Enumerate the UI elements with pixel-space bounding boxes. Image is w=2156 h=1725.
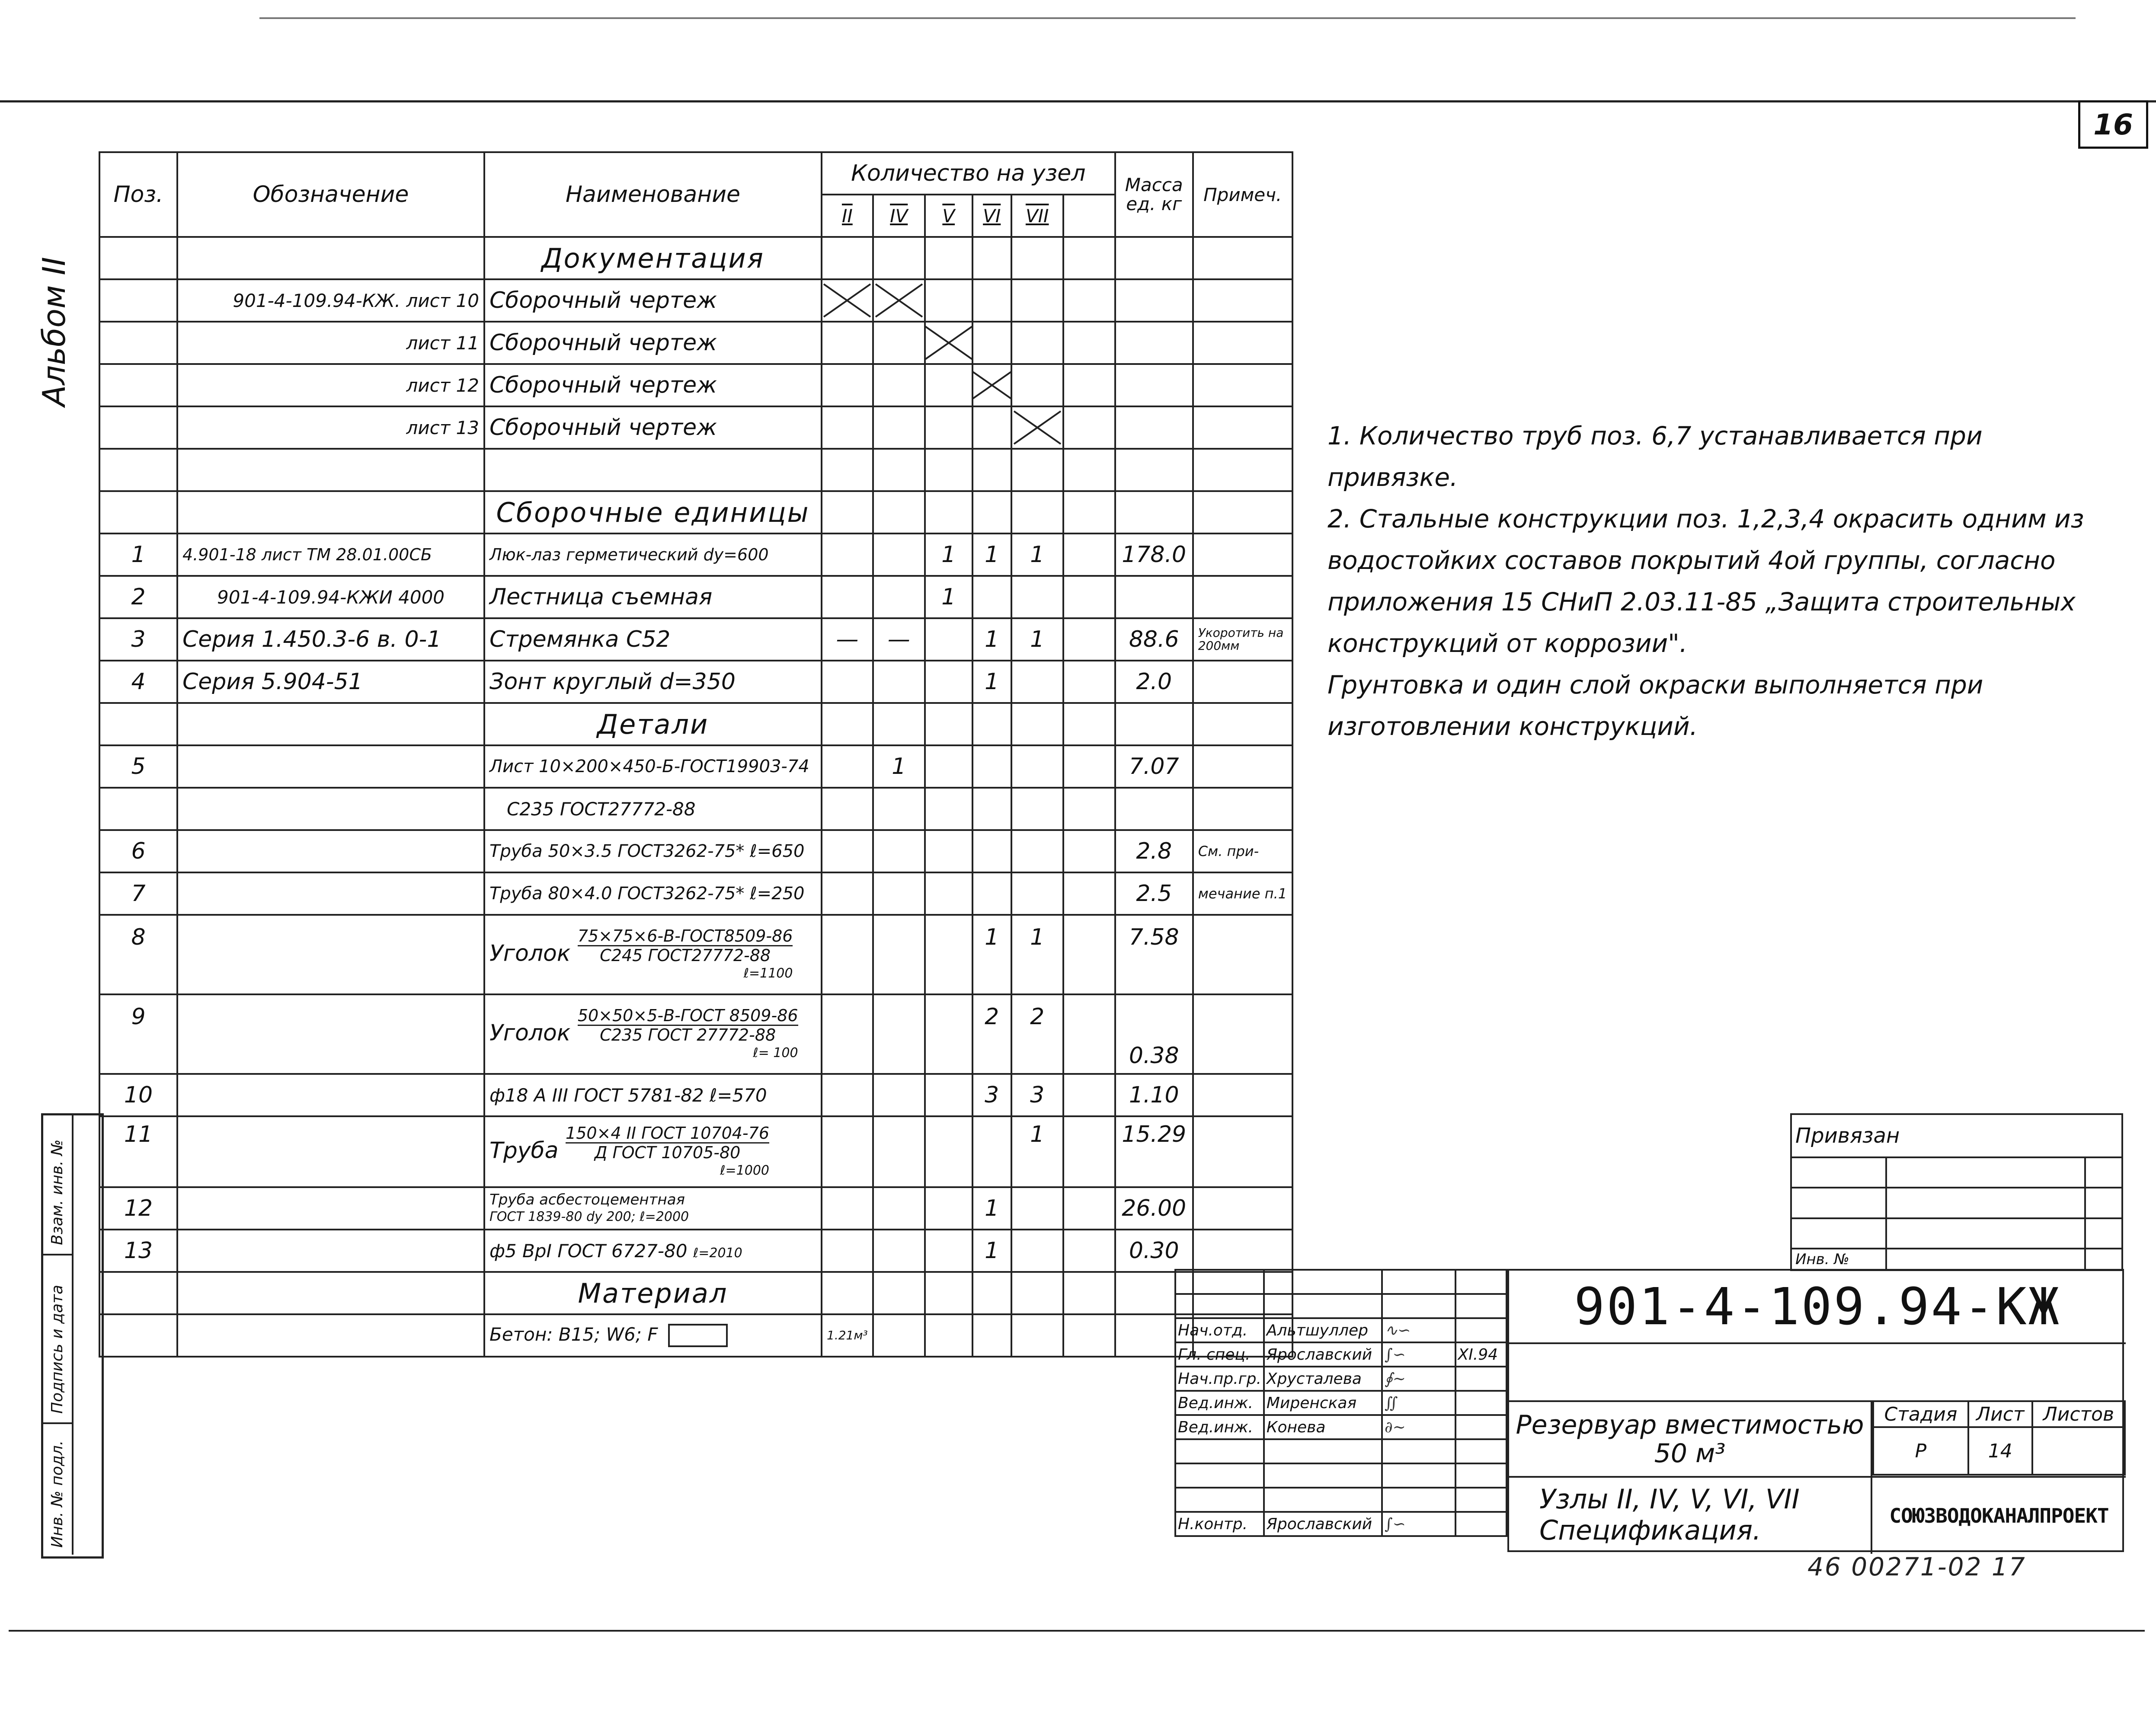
qty-cell: 3 — [1011, 1074, 1063, 1116]
table-row — [99, 661, 1292, 703]
header-node: IV — [873, 195, 925, 237]
bottom-edge-line — [9, 1630, 2145, 1632]
name-cell — [484, 915, 822, 994]
scan-top-line — [259, 17, 2076, 19]
name-cell: Лестница съемная — [484, 576, 822, 618]
cross-mark — [925, 322, 972, 364]
pos-cell: 5 — [99, 745, 177, 788]
date-cell — [1455, 1318, 1507, 1342]
subtitle-line: Спецификация. — [1539, 1514, 1761, 1546]
stage-label: Стадия — [1873, 1401, 1968, 1427]
general-notes — [1328, 415, 2114, 747]
qty-cell — [1063, 533, 1115, 576]
designation-cell: Серия 5.904-51 — [177, 661, 484, 703]
table-row — [99, 745, 1292, 788]
table-row — [99, 279, 1292, 322]
table-row — [99, 1230, 1292, 1272]
qty-cell: 1 — [972, 1230, 1011, 1272]
title-block-stamp — [1174, 1269, 2124, 1552]
name-line: ф5 ВрI ГОСТ 6727-80 — [489, 1240, 688, 1262]
pos-cell: 1 — [99, 533, 177, 576]
fraction-bottom: Д ГОСТ 10705-80 — [594, 1143, 741, 1162]
header-node — [1063, 195, 1115, 237]
signature: ∂∼ — [1382, 1415, 1455, 1439]
length-label: ℓ= 100 — [753, 1045, 798, 1061]
section-title: Детали — [484, 703, 822, 745]
mass-cell: 0.38 — [1115, 994, 1193, 1074]
name-cell: Сборочный чертеж — [484, 406, 822, 449]
document-code: 901-4-109.94-КЖ — [1509, 1271, 2126, 1344]
sheet-label: Лист — [1968, 1401, 2032, 1427]
cross-mark — [873, 279, 925, 322]
name-cell: Люк-лаз герметический dу=600 — [484, 533, 822, 576]
note-cell — [1193, 576, 1292, 618]
role-cell: Вед.инж. — [1175, 1415, 1264, 1439]
table-row — [99, 406, 1292, 449]
length-label: ℓ=2010 — [693, 1245, 742, 1261]
mass-cell — [1115, 576, 1193, 618]
qty-cell — [1011, 745, 1063, 788]
mass-cell: 7.58 — [1115, 915, 1193, 994]
name-prefix: Уголок — [489, 940, 571, 966]
qty-cell: 1 — [1011, 915, 1063, 994]
role-cell: Гл. спец. — [1175, 1342, 1264, 1367]
side-stamp-block — [41, 1113, 104, 1559]
designation-cell: лист 11 — [177, 322, 484, 364]
qty-cell: 1 — [1011, 1116, 1063, 1187]
qty-cell — [925, 618, 972, 661]
mass-cell: 2.5 — [1115, 872, 1193, 915]
table-row — [99, 872, 1292, 915]
mass-cell: 26.00 — [1115, 1187, 1193, 1230]
name-line: ГОСТ 1839-80 dу 200; ℓ=2000 — [489, 1209, 689, 1224]
header-mass: Масса ед. кг — [1115, 152, 1193, 237]
drawing-subtitle — [1509, 1476, 1872, 1554]
pos-cell: 4 — [99, 661, 177, 703]
date-cell — [1455, 1512, 1507, 1536]
qty-cell — [873, 576, 925, 618]
length-label: ℓ=1000 — [720, 1163, 769, 1178]
qty-cell — [873, 661, 925, 703]
note-cell: мечание п.1 — [1193, 872, 1292, 915]
side-label: Взам. инв. № — [48, 1139, 66, 1245]
length-label: ℓ=1100 — [743, 965, 793, 981]
name-fraction — [578, 927, 793, 983]
drawing-title — [1509, 1400, 1872, 1476]
note-cell: Укоротить на 200мм — [1193, 618, 1292, 661]
name-cell: Сборочный чертеж — [484, 364, 822, 406]
section-title: Материал — [484, 1272, 822, 1314]
name-cell — [484, 1116, 822, 1187]
date-cell: XI.94 — [1455, 1342, 1507, 1367]
signature: ∮∼ — [1382, 1367, 1455, 1391]
pos-cell: 3 — [99, 618, 177, 661]
header-note: Примеч. — [1193, 152, 1292, 237]
qty-cell: 1 — [925, 576, 972, 618]
name-stack — [489, 1191, 689, 1226]
pos-cell: 9 — [99, 994, 177, 1074]
name-cell: Труба 50×3.5 ГОСТ3262-75* ℓ=650 — [484, 830, 822, 872]
qty-cell — [822, 533, 873, 576]
name-line: Труба асбестоцементная — [489, 1191, 685, 1208]
mass-cell: 1.10 — [1115, 1074, 1193, 1116]
fraction-bottom: С235 ГОСТ 27772-88 — [600, 1025, 776, 1045]
header-node: VI — [972, 195, 1011, 237]
person-name: Конева — [1264, 1415, 1382, 1439]
signature-row — [1175, 1367, 1507, 1391]
header-qty-group: Количество на узел — [822, 152, 1115, 195]
mass-cell: 2.0 — [1115, 661, 1193, 703]
qty-cell: 1 — [972, 661, 1011, 703]
name-cell: Сборочный чертеж — [484, 279, 822, 322]
sheet-value: 14 — [1968, 1427, 2032, 1475]
signature-row — [1175, 1318, 1507, 1342]
designation-cell: 4.901-18 лист ТМ 28.01.00СБ — [177, 533, 484, 576]
table-row — [99, 533, 1292, 576]
fraction-top: 150×4 II ГОСТ 10704-76 — [566, 1123, 769, 1143]
name-cell — [484, 1187, 822, 1230]
name-cell: Труба 80×4.0 ГОСТ3262-75* ℓ=250 — [484, 872, 822, 915]
binding-inv-label: Инв. № — [1791, 1249, 1886, 1270]
signature-row — [1175, 1391, 1507, 1415]
stamp-main — [1507, 1269, 2124, 1552]
header-node: V — [925, 195, 972, 237]
name-cell: ф18 А III ГОСТ 5781-82 ℓ=570 — [484, 1074, 822, 1116]
table-row — [99, 1314, 1292, 1357]
table-row — [99, 830, 1292, 872]
qty-cell — [1063, 661, 1115, 703]
header-node: VII — [1011, 195, 1063, 237]
role-cell: Нач.отд. — [1175, 1318, 1264, 1342]
signature: ∬ — [1382, 1391, 1455, 1415]
mass-cell: 88.6 — [1115, 618, 1193, 661]
table-row — [99, 915, 1292, 994]
album-label: Альбом II — [36, 257, 72, 406]
mass-cell: 15.29 — [1115, 1116, 1193, 1187]
name-cell: С235 ГОСТ27772-88 — [484, 788, 822, 830]
pos-cell: 8 — [99, 915, 177, 994]
table-row — [99, 576, 1292, 618]
table-row — [99, 364, 1292, 406]
cross-mark — [822, 279, 873, 322]
name-prefix: Труба — [489, 1137, 559, 1163]
designation-cell: 901-4-109.94-КЖ. лист 10 — [177, 279, 484, 322]
table-row — [99, 1187, 1292, 1230]
note-item: 2. Стальные конструкции поз. 1,2,3,4 окрасить одним из водостойких составов покрытий 4ой группы, согласно приложения 15 СНиП 2.03.11-85 „Защита строительных конструкций от коррозии". — [1328, 504, 2084, 658]
top-edge-line — [0, 100, 2156, 102]
cross-mark — [1011, 406, 1063, 449]
note-cell — [1193, 533, 1292, 576]
signature: ∿∽ — [1382, 1318, 1455, 1342]
name-cell: Лист 10×200×450-Б-ГОСТ19903-74 — [484, 745, 822, 788]
section-title: Сборочные единицы — [484, 491, 822, 533]
header-designation: Обозначение — [177, 152, 484, 237]
side-label: Подпись и дата — [48, 1284, 66, 1414]
note-cell — [1193, 661, 1292, 703]
qty-cell: 1.21м³ — [822, 1314, 873, 1357]
signature-row — [1175, 1342, 1507, 1367]
organization-name: СОЮЗВОДОКАНАЛПРОЕКТ — [1872, 1476, 2126, 1554]
side-label: Инв. № подл. — [48, 1440, 66, 1548]
name-cell — [484, 1230, 822, 1272]
role-cell: Нач.пр.гр. — [1175, 1367, 1264, 1391]
table-row — [99, 618, 1292, 661]
qty-cell — [925, 661, 972, 703]
pos-cell: 6 — [99, 830, 177, 872]
qty-cell: 1 — [972, 618, 1011, 661]
binding-box — [1790, 1113, 2123, 1271]
sheets-label: Листов — [2032, 1401, 2125, 1427]
qty-cell — [1011, 576, 1063, 618]
mass-cell: 7.07 — [1115, 745, 1193, 788]
stamp-signatures — [1174, 1269, 1507, 1552]
note-item: Грунтовка и один слой окраски выполняется при изготовлении конструкций. — [1328, 670, 1983, 741]
stage-sheet-box — [1872, 1400, 2126, 1476]
table-row — [99, 1116, 1292, 1187]
designation-cell: 901-4-109.94-КЖИ 4000 — [177, 576, 484, 618]
section-title: Документация — [484, 237, 822, 279]
material-name: Бетон: В15; W6; F — [489, 1323, 658, 1345]
binding-title: Привязан — [1791, 1114, 2122, 1157]
qty-cell — [822, 661, 873, 703]
sheets-value — [2032, 1427, 2125, 1475]
qty-cell: 1 — [873, 745, 925, 788]
qty-cell — [822, 745, 873, 788]
sheet-number: 16 — [2078, 100, 2148, 149]
note-item: 1. Количество труб поз. 6,7 устанавливается при привязке. — [1328, 421, 1983, 492]
name-cell: Стремянка С52 — [484, 618, 822, 661]
side-cell — [43, 1422, 74, 1555]
person-name: Ярославский — [1264, 1512, 1382, 1536]
qty-cell: 1 — [1011, 618, 1063, 661]
designation-cell: лист 12 — [177, 364, 484, 406]
qty-cell — [972, 576, 1011, 618]
qty-cell: 1 — [972, 915, 1011, 994]
name-fraction — [578, 1006, 798, 1062]
date-cell — [1455, 1367, 1507, 1391]
qty-cell — [1063, 618, 1115, 661]
name-cell — [484, 1314, 822, 1357]
pos-cell: 11 — [99, 1116, 177, 1187]
side-cell — [43, 1115, 74, 1255]
designation-cell: лист 13 — [177, 406, 484, 449]
table-row — [99, 994, 1292, 1074]
qty-cell: 1 — [972, 533, 1011, 576]
empty-value-box — [668, 1324, 728, 1347]
header-node: II — [822, 195, 873, 237]
signature-row — [1175, 1415, 1507, 1439]
title-line: Резервуар вместимостью — [1516, 1410, 1864, 1440]
qty-cell: 1 — [972, 1187, 1011, 1230]
qty-cell: 2 — [1011, 994, 1063, 1074]
pos-cell: 2 — [99, 576, 177, 618]
signature-row — [1175, 1512, 1507, 1536]
side-cell — [43, 1254, 74, 1424]
subtitle-line: Узлы II, IV, V, VI, VII — [1539, 1483, 1800, 1515]
pos-cell: 13 — [99, 1230, 177, 1272]
qty-cell: — — [822, 618, 873, 661]
note-cell: См. при- — [1193, 830, 1292, 872]
date-cell — [1455, 1391, 1507, 1415]
name-fraction — [566, 1124, 769, 1180]
signature: ∫∽ — [1382, 1512, 1455, 1536]
qty-cell: 3 — [972, 1074, 1011, 1116]
title-line: 50 м³ — [1654, 1438, 1726, 1469]
name-cell: Сборочный чертеж — [484, 322, 822, 364]
qty-cell — [1063, 576, 1115, 618]
table-row — [99, 322, 1292, 364]
fraction-bottom: С245 ГОСТ27772-88 — [600, 946, 771, 965]
date-cell — [1455, 1415, 1507, 1439]
mass-cell: 2.8 — [1115, 830, 1193, 872]
person-name: Ярославский — [1264, 1342, 1382, 1367]
table-row — [99, 788, 1292, 830]
qty-cell — [972, 745, 1011, 788]
qty-cell: 2 — [972, 994, 1011, 1074]
mass-cell: 0.30 — [1115, 1230, 1193, 1272]
person-name: Хрусталева — [1264, 1367, 1382, 1391]
signature: ∫∽ — [1382, 1342, 1455, 1367]
cross-mark — [972, 364, 1011, 406]
table-row — [99, 1074, 1292, 1116]
fraction-top: 50×50×5-В-ГОСТ 8509-86 — [577, 1006, 798, 1025]
fraction-top: 75×75×6-В-ГОСТ8509-86 — [577, 926, 793, 946]
qty-cell — [1063, 745, 1115, 788]
person-name: Миренская — [1264, 1391, 1382, 1415]
qty-cell — [925, 745, 972, 788]
name-cell: Зонт круглый d=350 — [484, 661, 822, 703]
role-cell: Вед.инж. — [1175, 1391, 1264, 1415]
qty-cell: 1 — [925, 533, 972, 576]
qty-cell — [873, 533, 925, 576]
mass-cell: 178.0 — [1115, 533, 1193, 576]
pos-cell: 10 — [99, 1074, 177, 1116]
stage-value: Р — [1873, 1427, 1968, 1475]
pos-cell: 7 — [99, 872, 177, 915]
designation-cell: Серия 1.450.3-6 в. 0-1 — [177, 618, 484, 661]
header-pos: Поз. — [99, 152, 177, 237]
qty-cell: — — [873, 618, 925, 661]
qty-cell — [822, 576, 873, 618]
header-name: Наименование — [484, 152, 822, 237]
person-name: Альтшуллер — [1264, 1318, 1382, 1342]
role-cell: Н.контр. — [1175, 1512, 1264, 1536]
qty-cell: 1 — [1011, 533, 1063, 576]
archive-number: 46 00271-02 17 — [1807, 1552, 2026, 1581]
name-prefix: Уголок — [489, 1020, 571, 1046]
name-cell — [484, 994, 822, 1074]
qty-cell — [1011, 661, 1063, 703]
specification-table — [99, 151, 1293, 1358]
pos-cell: 12 — [99, 1187, 177, 1230]
